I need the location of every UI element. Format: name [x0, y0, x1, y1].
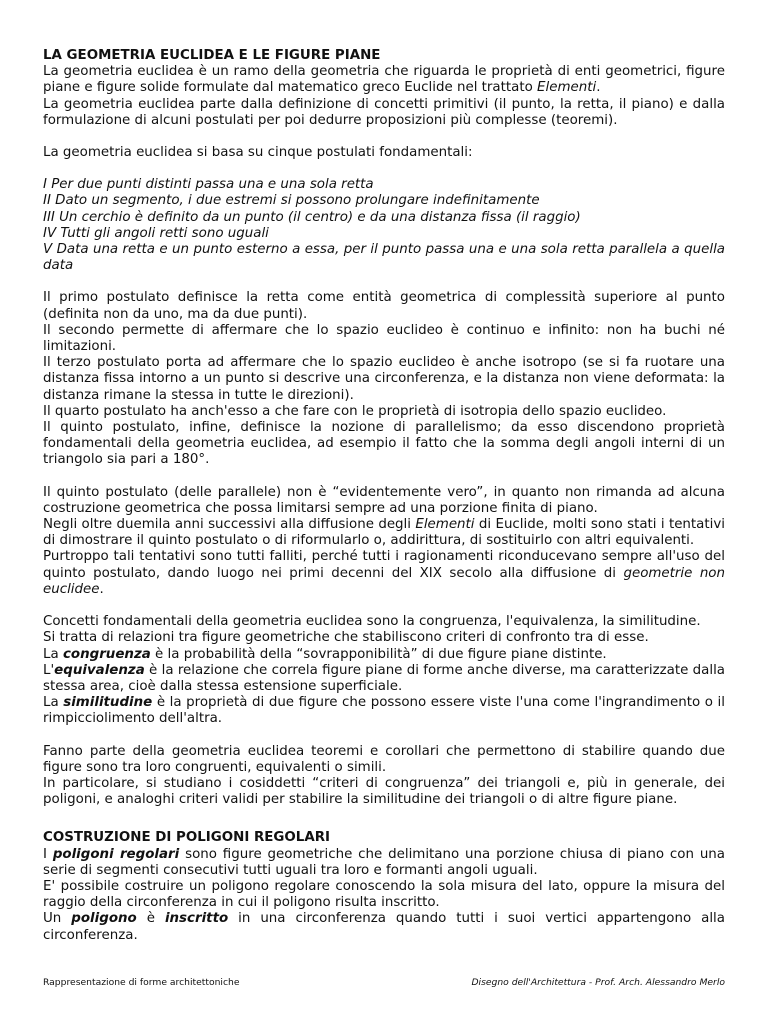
paragraph-poligoni-3: Un poligono è inscritto in una circonferenza quando tutti i suoi vertici appartengono alla circonferenza.: [43, 911, 725, 943]
section-title-geometria: LA GEOMETRIA EUCLIDEA E LE FIGURE PIANE: [43, 48, 381, 63]
postulates-list: [43, 177, 725, 274]
paragraph-postulates-intro: La geometria euclidea si basa su cinque postulati fondamentali:: [43, 145, 473, 161]
footer-course-title: Rappresentazione di forme architettoniche: [43, 977, 240, 988]
paragraph-expl-4: Il quarto postulato ha anch'esso a che fare con le proprietà di isotropia dello spazio euclideo.: [43, 403, 667, 419]
postulate-4: IV Tutti gli angoli retti sono uguali: [43, 225, 269, 241]
paragraph-fifth-2: Negli oltre duemila anni successivi alla diffusione degli Elementi di Euclide, molti sono stati i tentativi di dimostrare il quinto postulato o di riformularlo o, addirittura, di sostituirlo con altri equivalenti.: [43, 517, 725, 549]
paragraph-concepts-1: Concetti fondamentali della geometria euclidea sono la congruenza, l'equivalenza, la similitudine.: [43, 614, 701, 630]
paragraph-expl-1: Il primo postulato definisce la retta come entità geometrica di complessità superiore al punto (definita non da uno, ma da due punti).: [43, 290, 725, 322]
document-body: [43, 48, 725, 944]
paragraph-concepts-2: Si tratta di relazioni tra figure geometriche che stabiliscono criteri di confronto tra di esse.: [43, 630, 649, 646]
paragraph-poligoni-2: E' possibile costruire un poligono regolare conoscendo la sola misura del lato, oppure la misura del raggio della circonferenza in cui il poligono risulta inscritto.: [43, 878, 725, 911]
paragraph-theorems-2: In particolare, si studiano i cosiddetti “criteri di congruenza” dei triangoli e, più in generale, dei poligoni, e analoghi criteri validi per stabilire la similitudine dei triangoli o di altre figure piane.: [43, 775, 725, 808]
paragraph-congruenza: La congruenza è la probabilità della “sovrapponibilità” di due figure piane distinte.: [43, 646, 607, 662]
paragraph-theorems-1: Fanno parte della geometria euclidea teoremi e corollari che permettono di stabilire quando due figure sono tra loro congruenti, equivalenti o simili.: [43, 743, 725, 775]
postulate-2: II Dato un segmento, i due estremi si possono prolungare indefinitamente: [43, 193, 540, 209]
postulate-5: V Data una retta e un punto esterno a essa, per il punto passa una e una sola retta parallela a quella data: [43, 242, 725, 274]
paragraph-intro-b: La geometria euclidea parte dalla definizione di concetti primitivi (il punto, la retta, il piano) e dalla formulazione di alcuni postulati per poi dedurre proposizioni più complesse (teoremi).: [43, 96, 725, 128]
paragraph-fifth-3: Purtroppo tali tentativi sono tutti falliti, perché tutti i ragionamenti riconducevano sempre all'uso del quinto postulato, dando luogo nei primi decenni del XIX secolo alla diffusione di geometrie non euclidee.: [43, 549, 725, 597]
postulate-3: III Un cerchio è definito da un punto (il centro) e da una distanza fissa (il raggio): [43, 209, 581, 225]
paragraph-expl-3: Il terzo postulato porta ad affermare che lo spazio euclideo è anche isotropo (se si fa ruotare una distanza fissa intorno a un punto si descrive una circonferenza, e la distanza non viene deformata: la distanza rimane la stessa in tutte le direzioni).: [43, 355, 725, 403]
section-title-poligoni: COSTRUZIONE DI POLIGONI REGOLARI: [43, 830, 330, 846]
paragraph-equivalenza: L'equivalenza è la relazione che correla figure piane di forme anche diverse, ma caratterizzate dalla stessa area, cioè dalla stessa estensione superficiale.: [43, 662, 725, 694]
paragraph-similitudine: La similitudine è la proprietà di due figure che possono essere viste l'una come l'ingrandimento o il rimpicciolimento dell'altra.: [43, 695, 725, 727]
paragraph-expl-2: Il secondo permette di affermare che lo spazio euclideo è continuo e infinito: non ha buchi né limitazioni.: [43, 322, 725, 355]
paragraph-intro-a: La geometria euclidea è un ramo della geometria che riguarda le proprietà di enti geometrici, figure piane e figure solide formulate dal matematico greco Euclide nel trattato Elementi.: [43, 64, 725, 96]
paragraph-expl-5: Il quinto postulato, infine, definisce la nozione di parallelismo; da esso discendono proprietà fondamentali della geometria euclidea, ad esempio il fatto che la somma degli angoli interni di un triangolo sia pari a 180°.: [43, 420, 725, 468]
paragraph-fifth-1: Il quinto postulato (delle parallele) non è “evidentemente vero”, in quanto non rimanda ad alcuna costruzione geometrica che possa limitarsi sempre ad una porzione finita di piano.: [43, 484, 725, 516]
paragraph-poligoni-1: I poligoni regolari sono figure geometriche che delimitano una porzione chiusa di piano con una serie di segmenti consecutivi tutti uguali tra loro e formanti angoli uguali.: [43, 846, 725, 878]
postulate-1: I Per due punti distinti passa una e una sola retta: [43, 177, 374, 193]
footer-author: Disegno dell'Architettura - Prof. Arch. Alessandro Merlo: [471, 977, 725, 988]
